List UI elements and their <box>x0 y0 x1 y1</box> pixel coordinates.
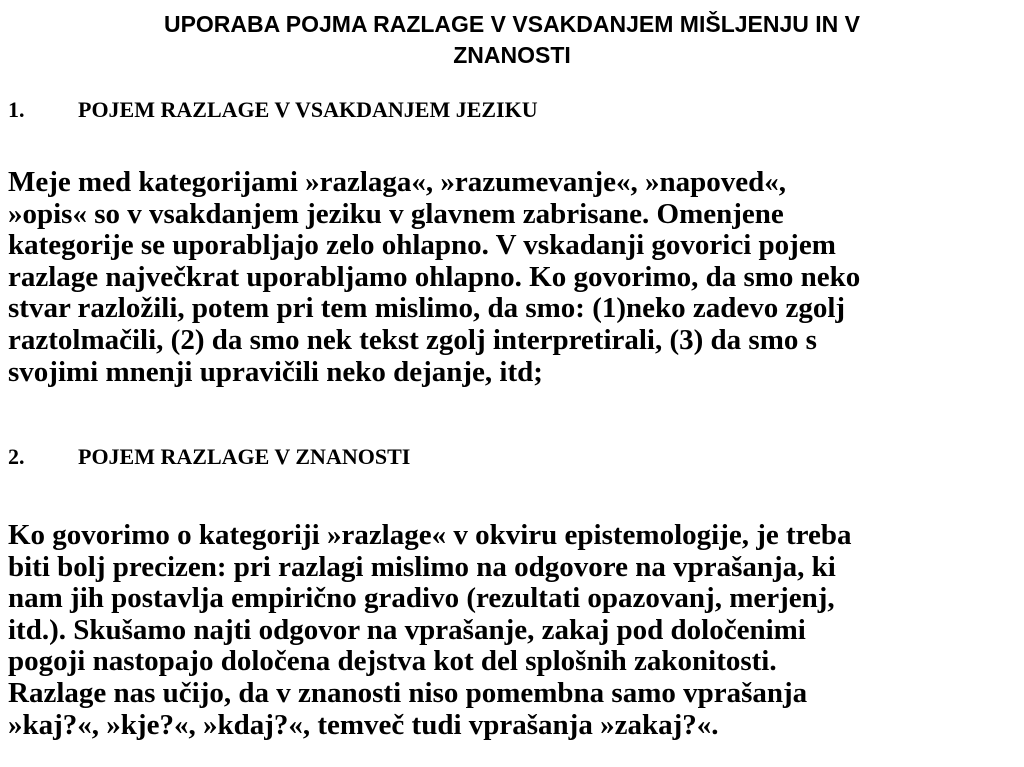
paragraph-line: kategorije se uporabljajo zelo ohlapno. V vskadanji govorici pojem <box>8 229 836 262</box>
paragraph-line: Ko govorimo o kategoriji »razlage« v okviru epistemologije, je treba <box>8 519 852 551</box>
section-heading-science <box>8 444 410 470</box>
section-number: 1. <box>8 97 25 122</box>
page-title <box>40 9 984 71</box>
paragraph-line: Meje med kategorijami »razlaga«, »razumevanje«, »napoved«, <box>8 166 787 198</box>
paragraph-line: »kaj?«, »kje?«, »kdaj?«, temveč tudi vprašanja »zakaj?«. <box>8 708 719 741</box>
paragraph-line: stvar razložili, potem pri tem mislimo, da smo: (1)neko zadevo zgolj <box>8 292 846 325</box>
paragraph-line: pogoji nastopajo določena dejstva kot del splošnih zakonitosti. <box>8 645 777 678</box>
paragraph-line: nam jih postavlja empirično gradivo (rezultati opazovanj, merjenj, <box>8 582 835 615</box>
paragraph-science <box>8 520 1018 741</box>
section-heading-text: POJEM RAZLAGE V VSAKDANJEM JEZIKU <box>78 97 538 122</box>
page-title-line-2: ZNANOSTI <box>453 42 571 68</box>
paragraph-line: svojimi mnenji upravičili neko dejanje, itd; <box>8 355 543 388</box>
section-number: 2. <box>8 444 25 469</box>
page-title-line-1: UPORABA POJMA RAZLAGE V VSAKDANJEM MIŠLJENJU IN V <box>163 11 861 37</box>
paragraph-line: Razlage nas učijo, da v znanosti niso pomembna samo vprašanja <box>8 676 808 709</box>
paragraph-line: itd.). Skušamo najti odgovor na vprašanje, zakaj pod določenimi <box>8 613 806 646</box>
paragraph-everyday-language <box>8 167 1018 388</box>
section-heading-text: POJEM RAZLAGE V ZNANOSTI <box>78 444 411 469</box>
paragraph-line: razlage največkrat uporabljamo ohlapno. Ko govorimo, da smo neko <box>8 260 861 293</box>
paragraph-line: »opis« so v vsakdanjem jeziku v glavnem zabrisane. Omenjene <box>8 197 784 230</box>
paragraph-line: raztolmačili, (2) da smo nek tekst zgolj interpretirali, (3) da smo s <box>8 323 817 356</box>
section-heading-everyday-language <box>8 97 538 123</box>
paragraph-line: biti bolj precizen: pri razlagi mislimo na odgovore na vprašanja, ki <box>8 550 836 583</box>
